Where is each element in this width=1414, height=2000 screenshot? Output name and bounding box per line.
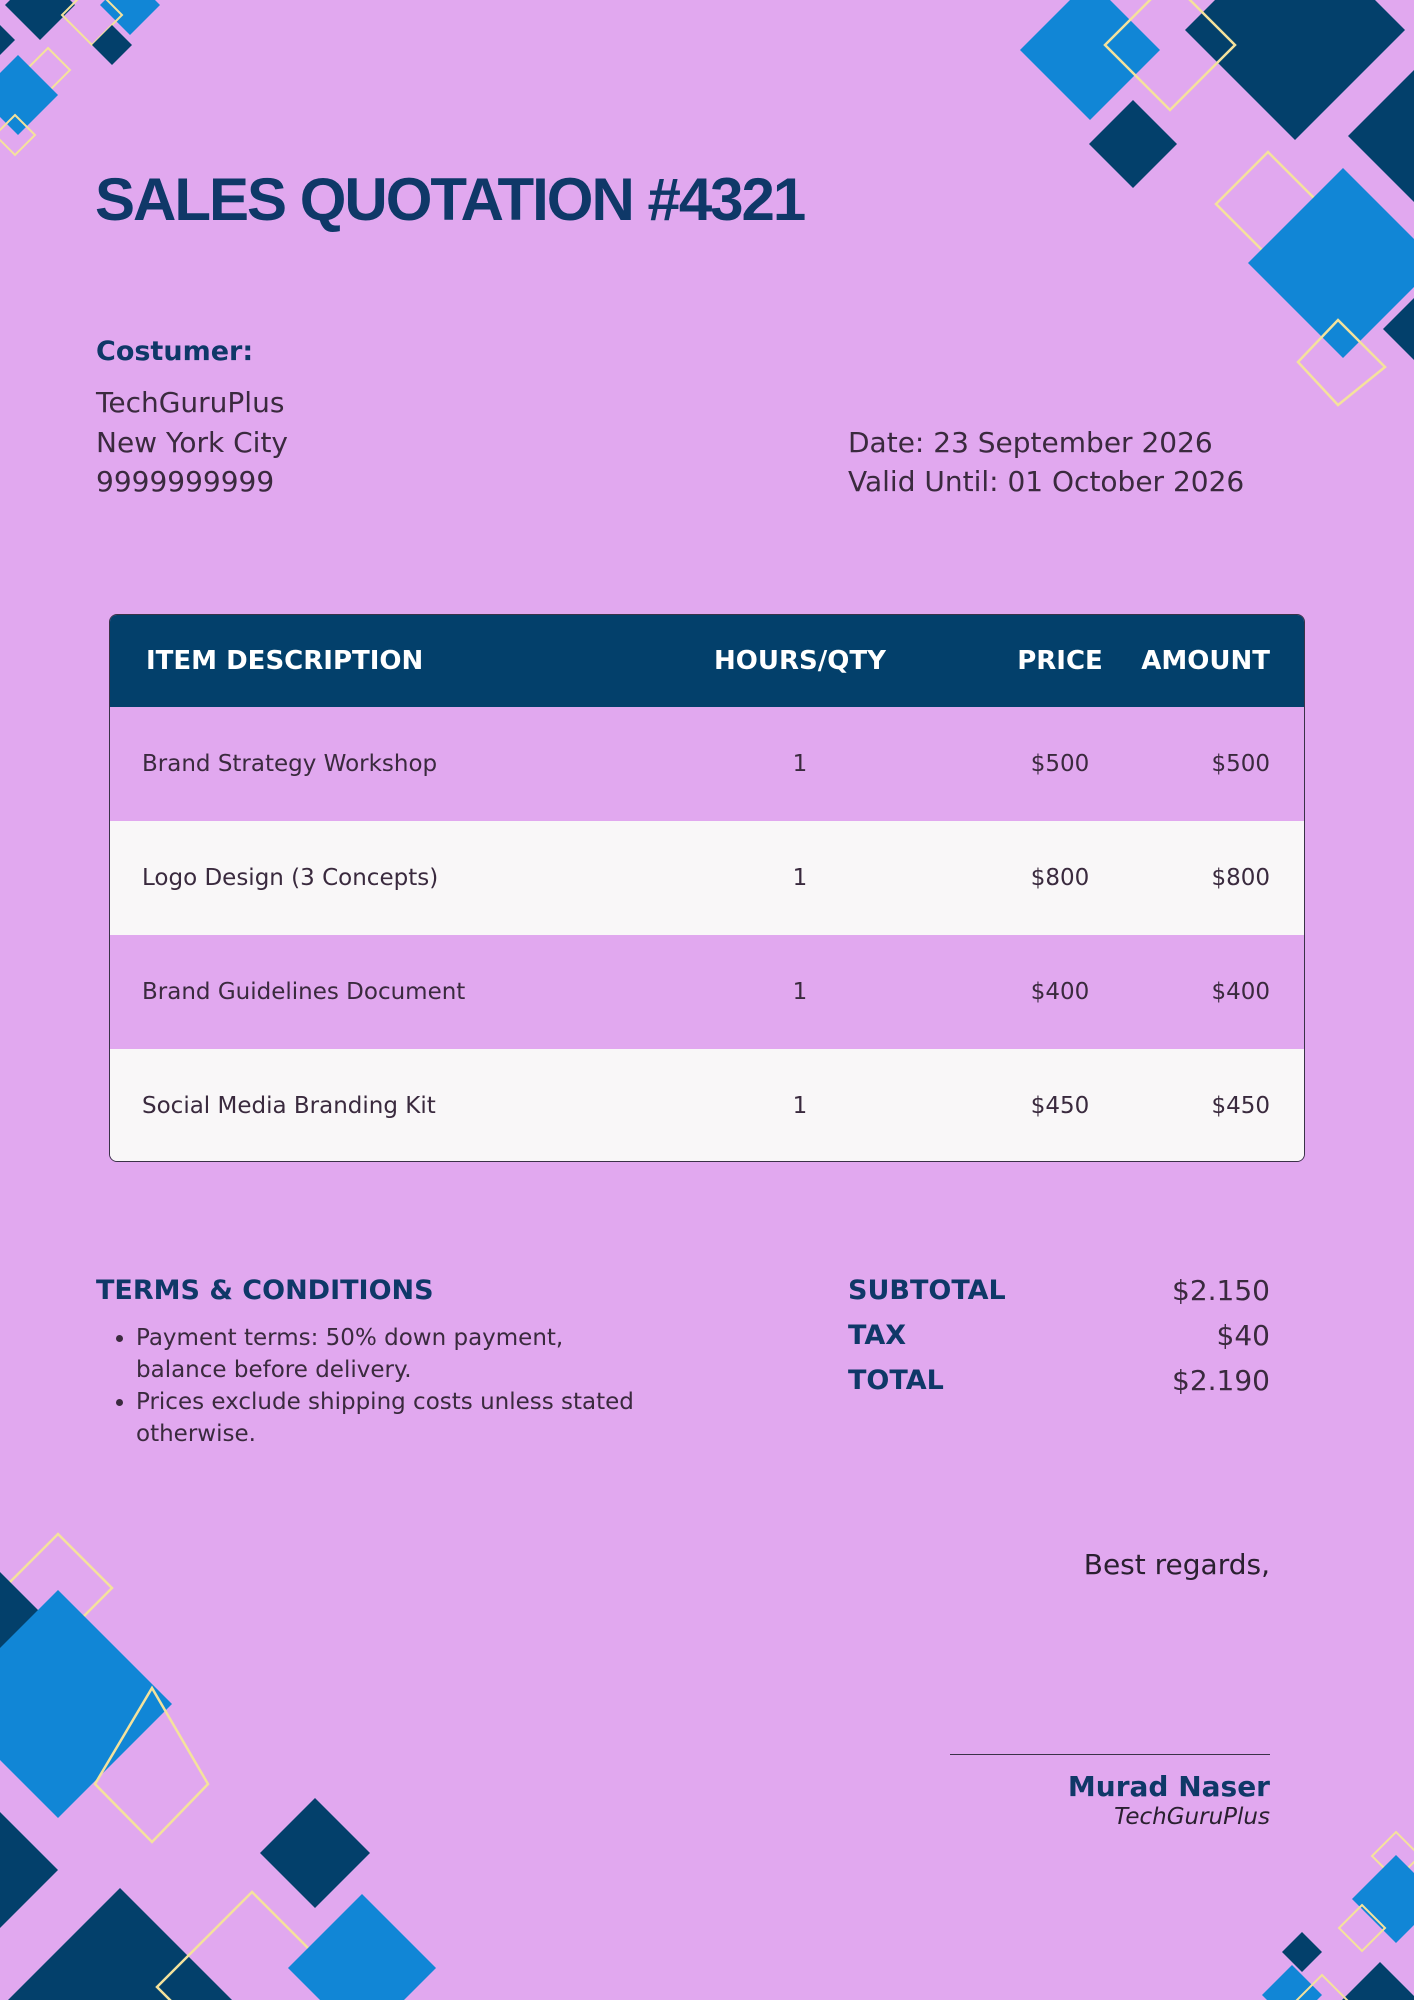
table-row xyxy=(110,1049,1304,1162)
closing-regards: Best regards, xyxy=(1083,1548,1270,1581)
deco-diamond xyxy=(0,1572,40,1652)
terms-item: • Prices exclude shipping costs unless stated otherwise. xyxy=(136,1386,636,1450)
deco-diamond xyxy=(100,0,160,35)
subtotal-value: $2.150 xyxy=(1172,1274,1270,1307)
deco-diamond xyxy=(1383,292,1414,366)
deco-diamond xyxy=(1352,1855,1414,1943)
deco-diamond xyxy=(62,0,122,45)
subtotal-label: SUBTOTAL xyxy=(848,1275,1006,1306)
header-amount: AMOUNT xyxy=(1141,646,1270,676)
customer-city: New York City xyxy=(96,426,288,459)
row-qty: 1 xyxy=(792,1093,808,1119)
deco-diamond xyxy=(4,1534,112,1642)
deco-diamond xyxy=(95,1688,208,1842)
deco-diamond xyxy=(288,1894,436,2000)
deco-diamond xyxy=(1372,1832,1414,1880)
deco-diamond xyxy=(1105,0,1235,110)
table-row xyxy=(110,935,1304,1049)
deco-diamond xyxy=(1294,1975,1350,2000)
deco-diamond xyxy=(1185,0,1405,140)
page-title: SALES QUOTATION #4321 xyxy=(95,166,805,233)
deco-diamond xyxy=(1298,320,1385,405)
quote-valid-until: Valid Until: 01 October 2026 xyxy=(848,465,1245,498)
row-amount: $400 xyxy=(1211,979,1270,1005)
customer-name: TechGuruPlus xyxy=(96,386,285,419)
terms-item: • Payment terms: 50% down payment, balance before delivery. xyxy=(136,1322,636,1386)
total-label: TOTAL xyxy=(848,1365,944,1396)
deco-diamond xyxy=(260,1798,370,1908)
row-description: Social Media Branding Kit xyxy=(142,1093,436,1119)
table-header xyxy=(110,615,1304,707)
row-qty: 1 xyxy=(792,979,808,1005)
deco-diamond xyxy=(0,1812,58,1928)
deco-diamond xyxy=(26,48,70,92)
table-row xyxy=(110,707,1304,821)
items-table xyxy=(109,614,1305,1162)
header-hours-qty: HOURS/QTY xyxy=(714,646,886,676)
deco-diamond xyxy=(0,115,35,155)
signer-company: TechGuruPlus xyxy=(1114,1804,1270,1830)
deco-diamond xyxy=(1338,1962,1414,2000)
deco-diamond xyxy=(1020,0,1160,120)
deco-diamond xyxy=(1216,152,1320,256)
row-description: Logo Design (3 Concepts) xyxy=(142,865,439,891)
row-price: $400 xyxy=(1030,979,1090,1005)
header-price: PRICE xyxy=(1017,646,1103,676)
row-qty: 1 xyxy=(792,751,808,777)
quote-date: Date: 23 September 2026 xyxy=(848,426,1213,459)
deco-diamond xyxy=(157,1892,347,2000)
deco-diamond xyxy=(1262,1965,1322,2000)
total-value: $2.190 xyxy=(1172,1364,1270,1397)
deco-diamond xyxy=(8,1888,232,2000)
deco-diamond xyxy=(1248,168,1414,358)
tax-value: $40 xyxy=(1216,1319,1270,1352)
terms-title: TERMS & CONDITIONS xyxy=(96,1275,434,1306)
row-qty: 1 xyxy=(792,865,808,891)
table-row xyxy=(110,821,1304,935)
row-price: $450 xyxy=(1030,1093,1090,1119)
deco-diamond xyxy=(5,0,75,40)
header-item-description: ITEM DESCRIPTION xyxy=(146,646,424,676)
customer-label: Costumer: xyxy=(96,336,254,367)
row-price: $500 xyxy=(1030,751,1090,777)
tax-label: TAX xyxy=(848,1320,907,1351)
signer-name: Murad Naser xyxy=(1067,1770,1270,1803)
signature-line xyxy=(950,1754,1270,1755)
deco-diamond xyxy=(0,55,58,135)
deco-diamond xyxy=(92,25,132,65)
deco-diamond xyxy=(0,25,15,55)
deco-diamond xyxy=(1282,1932,1322,1972)
row-price: $800 xyxy=(1030,865,1090,891)
row-description: Brand Guidelines Document xyxy=(142,979,466,1005)
deco-diamond xyxy=(1339,1905,1385,1951)
deco-diamond xyxy=(1089,100,1177,188)
row-amount: $500 xyxy=(1211,751,1270,777)
customer-phone: 9999999999 xyxy=(96,465,275,498)
deco-diamond xyxy=(0,1590,172,1818)
terms-list xyxy=(96,1322,636,1450)
deco-diamond xyxy=(1348,70,1414,202)
row-amount: $800 xyxy=(1211,865,1270,891)
row-amount: $450 xyxy=(1211,1093,1270,1119)
row-description: Brand Strategy Workshop xyxy=(142,751,438,777)
